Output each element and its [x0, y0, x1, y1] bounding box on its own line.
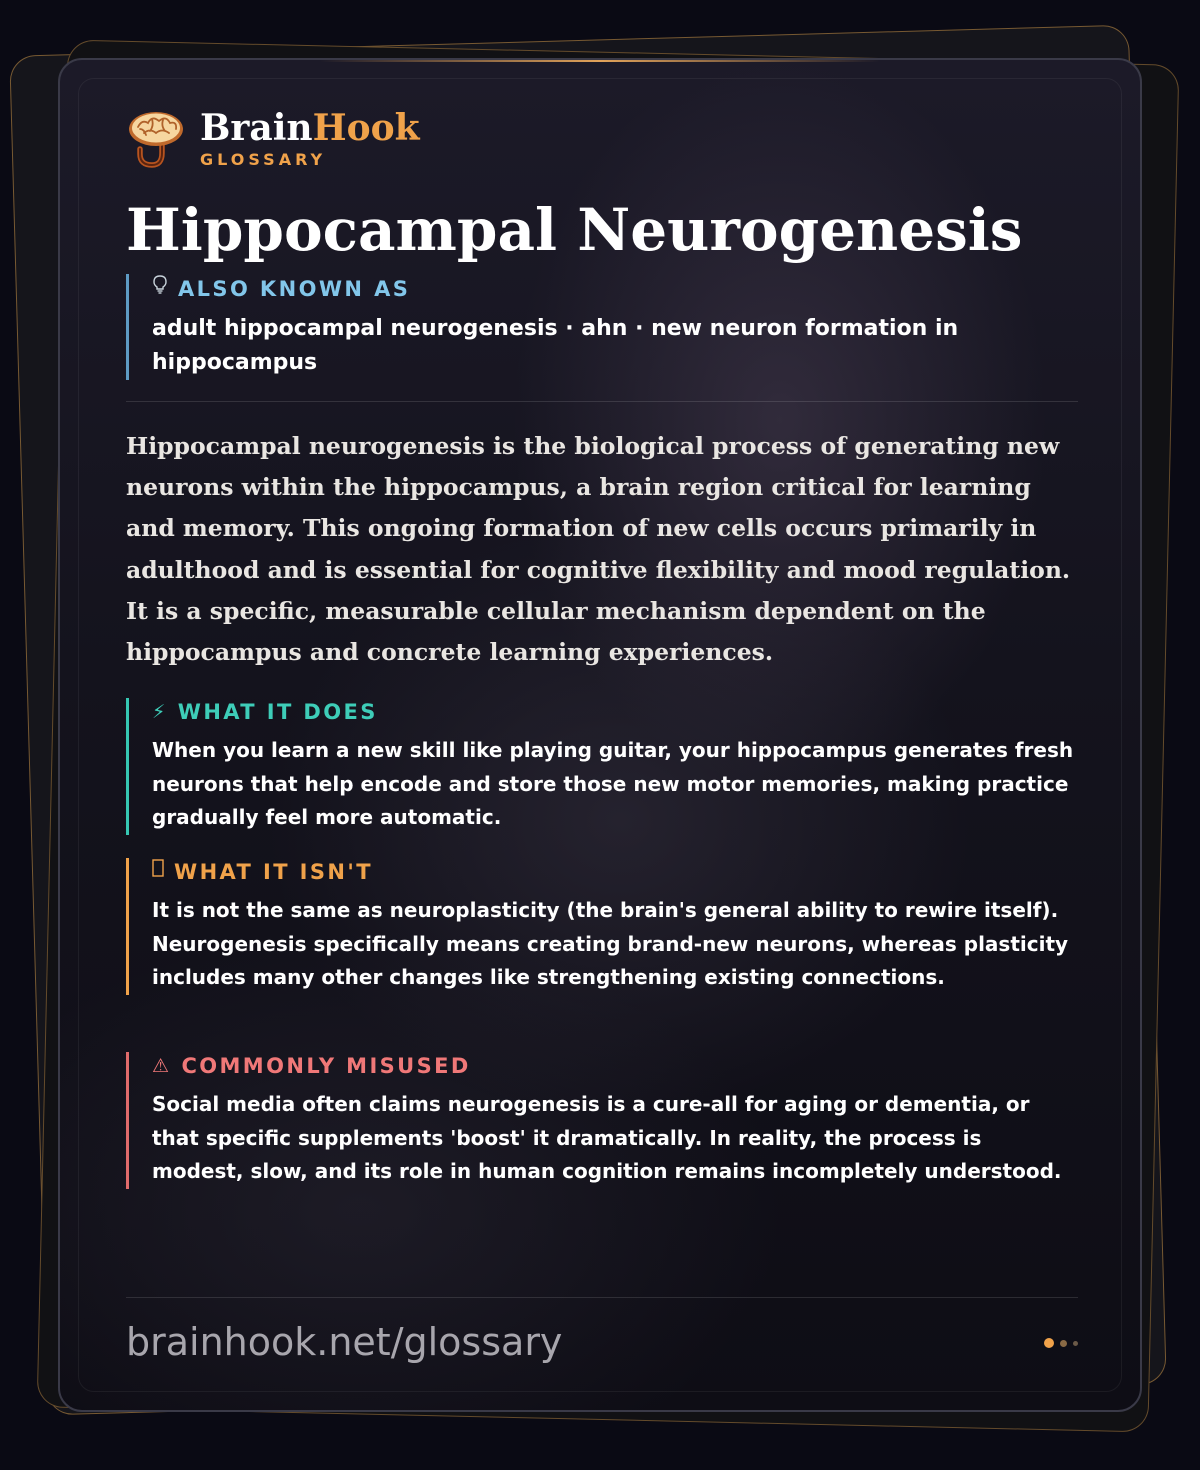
missing-glyph-icon — [152, 858, 164, 886]
what-it-isnt-text: It is not the same as neuroplasticity (the brain's general ability to rewire itself). Neurogenesis specifically means creating brand-new neurons, whereas plasticity includes many other changes like strengthening existing connections. — [152, 898, 1069, 990]
commonly-misused-heading-row — [152, 1052, 1078, 1080]
pagination-dots — [1038, 1338, 1078, 1348]
lightning-icon: ⚡ — [152, 701, 168, 723]
what-it-isnt-section — [126, 858, 1078, 995]
dot-indicator-active — [1044, 1338, 1054, 1348]
also-known-as-heading: ALSO KNOWN AS — [178, 277, 411, 301]
commonly-misused-section — [126, 1052, 1078, 1189]
brand-name-part1: Brain — [200, 107, 313, 149]
what-it-does-text: When you learn a new skill like playing guitar, your hippocampus generates fresh neurons that help encode and store those new motor memories, making practice gradually feel more automatic. — [152, 738, 1074, 830]
term-title: Hippocampal Neurogenesis — [126, 196, 1023, 264]
commonly-misused-text: Social media often claims neurogenesis is a cure-all for aging or dementia, or that specific supplements 'boost' it dramatically. In reality, the process is modest, slow, and its role in human cognition remains incompletely understood. — [152, 1092, 1062, 1184]
lightbulb-icon — [152, 274, 168, 304]
brand-name-part2: Hook — [312, 107, 420, 149]
also-known-as-heading-row — [152, 274, 1078, 304]
brand-header — [126, 108, 420, 169]
divider — [126, 401, 1078, 402]
brain-hook-icon — [126, 109, 186, 169]
what-it-isnt-heading-row — [152, 858, 1078, 886]
dot-indicator — [1060, 1340, 1067, 1347]
commonly-misused-heading: COMMONLY MISUSED — [181, 1054, 471, 1078]
footer-url[interactable]: brainhook.net/glossary — [126, 1320, 563, 1364]
brand-subtitle: GLOSSARY — [200, 150, 327, 169]
what-it-does-section — [126, 698, 1078, 835]
dot-indicator — [1073, 1341, 1078, 1346]
footer-divider — [126, 1297, 1078, 1298]
definition-text: Hippocampal neurogenesis is the biological process of generating new neurons within the hippocampus, a brain region critical for learning and memory. This ongoing formation of new cells occurs primarily in adulthood and is essential for cognitive flexibility and mood regulation. It is a specific, measurable cellular mechanism dependent on the hippocampus and concrete learning experiences. — [126, 432, 1071, 667]
what-it-does-heading-row — [152, 698, 1078, 726]
warning-icon: ⚠ — [152, 1055, 172, 1077]
also-known-as-section — [126, 274, 1078, 380]
what-it-isnt-heading: WHAT IT ISN'T — [174, 860, 373, 884]
also-known-as-text: adult hippocampal neurogenesis · ahn · new neuron formation in hippocampus — [152, 316, 959, 375]
glossary-card — [58, 58, 1142, 1412]
what-it-does-heading: WHAT IT DOES — [177, 700, 378, 724]
brand-text — [200, 108, 420, 169]
brand-name — [200, 108, 420, 148]
